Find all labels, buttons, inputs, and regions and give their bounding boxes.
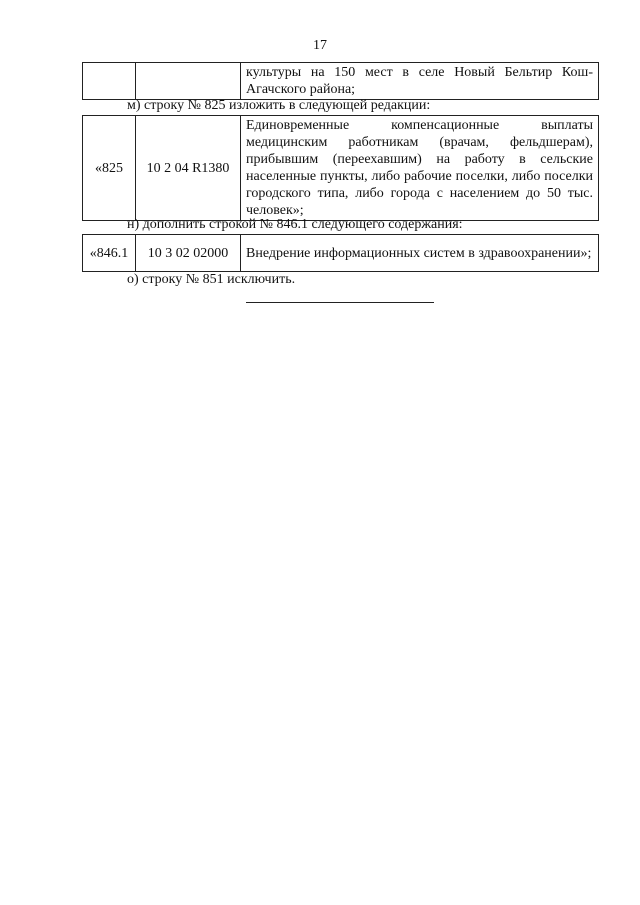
table-row-846-1	[82, 234, 599, 272]
description-cell: культуры на 150 мест в селе Новый Бельтир Кош-Агачского района;	[241, 63, 599, 100]
table-row-825	[82, 115, 599, 221]
table-continued-row	[82, 62, 599, 100]
row-number-cell: «825	[83, 116, 136, 221]
page-number: 17	[313, 38, 327, 53]
table-row	[83, 63, 599, 100]
closing-rule	[246, 302, 434, 303]
table-row	[83, 116, 599, 221]
table-row	[83, 235, 599, 272]
row-number-cell: «846.1	[83, 235, 136, 272]
row-number-cell	[83, 63, 136, 100]
instruction-n: н) дополнить строкой № 846.1 следующего содержания:	[127, 217, 463, 232]
code-cell: 10 3 02 02000	[136, 235, 241, 272]
code-cell: 10 2 04 R1380	[136, 116, 241, 221]
code-cell	[136, 63, 241, 100]
instruction-o: о) строку № 851 исключить.	[127, 272, 296, 287]
instruction-m: м) строку № 825 изложить в следующей редакции:	[127, 98, 431, 113]
description-cell: Внедрение информационных систем в здравоохранении»;	[241, 235, 599, 272]
description-cell: Единовременные компенсационные выплаты медицинским работникам (врачам, фельдшерам), прибывшим (переехавшим) на работу в сельские населенные пункты, либо рабочие поселки, либо поселки городского типа, либо города с населением до 50 тыс. человек»;	[241, 116, 599, 221]
